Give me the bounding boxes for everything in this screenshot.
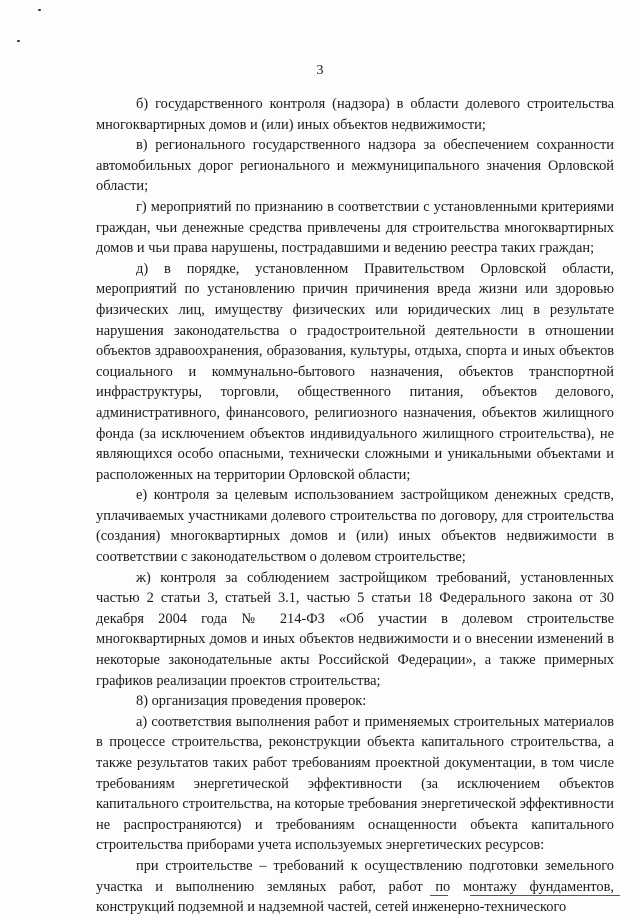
document-body [96,94,614,918]
scan-artifact-line [430,895,448,896]
paragraph-g: г) мероприятий по признанию в соответствии с установленными критериями граждан, чьи денежные средства привлечены для строительства многоквартирных домов и чьи права нарушены, пострадавшими и ведению реестра таких граждан; [96,198,614,257]
paragraph-construction: при строительстве – требований к осуществлению подготовки земельного участка и выполнению земляных работ, работ по монтажу фундаментов, конструкций подземной и надземной частей, сетей инженерно-технического [96,857,614,916]
paragraph-8: 8) организация проведения проверок: [136,693,367,710]
paragraph-a: а) соответствия выполнения работ и применяемых строительных материалов в процессе строительства, реконструкции объекта капитального строительства, а также результатов таких работ требованиям проектной документации, в том числе требованиям энергетической эффективности (за исключением объектов капитального строительства, на которые требования энергетической эффективности не распространяются) и требованиям оснащенности объекта капитального строительства приборами учета используемых энергетических ресурсов: [96,713,614,854]
paragraph-v: в) регионального государственного надзора за обеспечением сохранности автомобильных дорог регионального и межмуниципального значения Орловской области; [96,137,614,195]
paragraph-zh: ж) контроля за соблюдением застройщиком требований, установленных частью 2 статьи 3, статьей 3.1, частью 5 статьи 18 Федерального закона от 30 декабря 2004 года № 214-ФЗ «Об участии в долевом строительстве многоквартирных домов и иных объектов недвижимости и о внесении изменений в некоторые законодательные акты Российской Федерации», а также примерных графиков реализации проектов строительства; [96,569,614,689]
paragraph-e: е) контроля за целевым использованием застройщиком денежных средств, уплачиваемых участниками долевого строительства по договору, для строительства (создания) многоквартирных домов и (или) иных объектов недвижимости в соответствии с законодательством о долевом строительстве; [96,487,614,566]
scan-artifact [17,40,20,42]
scan-artifact-line [470,895,620,896]
paragraph-d: д) в порядке, установленном Правительством Орловской области, мероприятий по установлению причин причинения вреда жизни или здоровью физических лиц, имуществу физических или юридических лиц в результате нарушения законодательства о градостроительной деятельности в отношении объектов здравоохранения, образования, культуры, отдыха, спорта и иных объектов социального и коммунально-бытового назначения, объектов транспортной инфраструктуры, торговли, общественного питания, объектов делового, административного, финансового, религиозного назначения, объектов жилищного фонда (за исключением объектов индивидуального жилищного строительства), не являющихся особо опасными, технически сложными и уникальными объектами и расположенных на территории Орловской области; [96,260,614,483]
paragraph-b: б) государственного контроля (надзора) в области долевого строительства многоквартирных домов и (или) иных объектов недвижимости; [96,96,614,133]
scan-artifact [38,9,41,11]
page-number: 3 [316,63,324,78]
